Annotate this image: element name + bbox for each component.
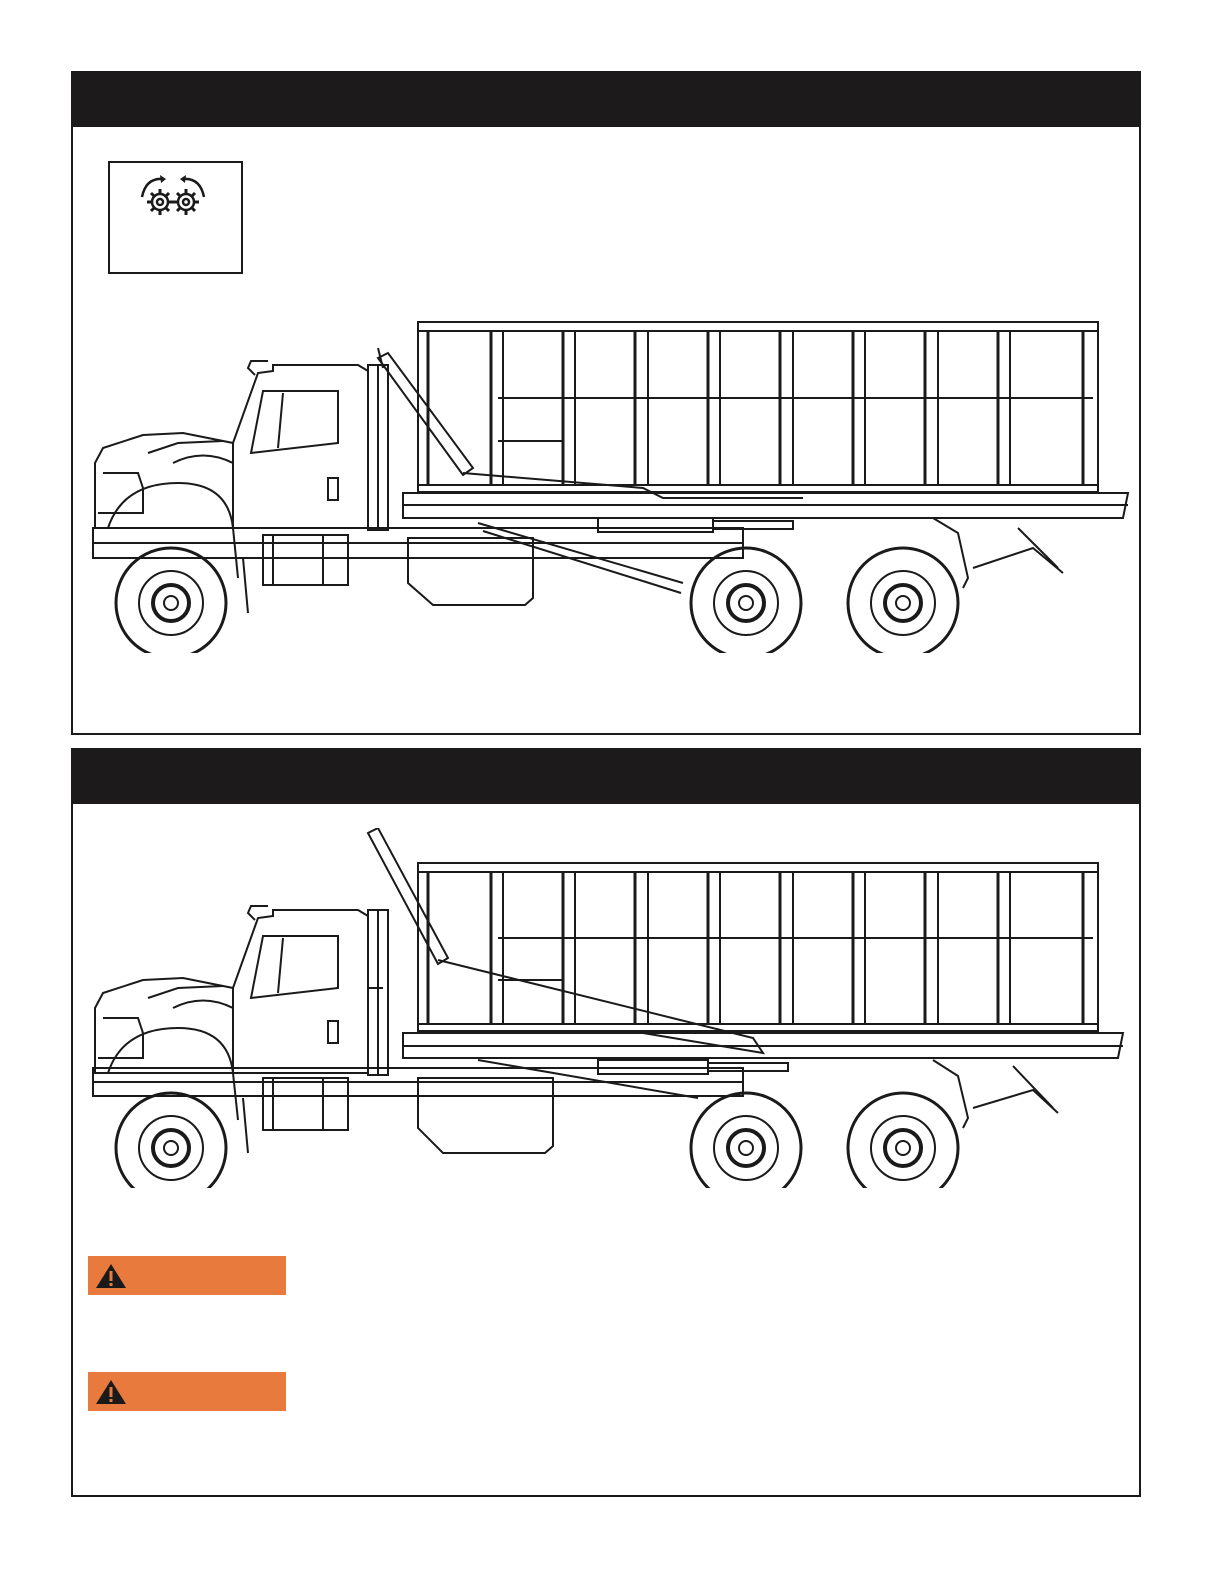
panel-2-header (73, 750, 1139, 804)
control-icon-box (108, 161, 243, 274)
gear-rotation-icon (128, 167, 228, 227)
warning-badge-1 (88, 1256, 286, 1295)
truck-illustration-raised (83, 828, 1133, 1188)
panel-1-header (73, 73, 1139, 127)
warning-triangle-icon (95, 1379, 127, 1405)
panel-1 (71, 71, 1141, 735)
warning-triangle-icon (95, 1263, 127, 1289)
warning-badge-2 (88, 1372, 286, 1411)
panel-2 (71, 748, 1141, 1497)
truck-illustration-lowered (83, 313, 1133, 653)
